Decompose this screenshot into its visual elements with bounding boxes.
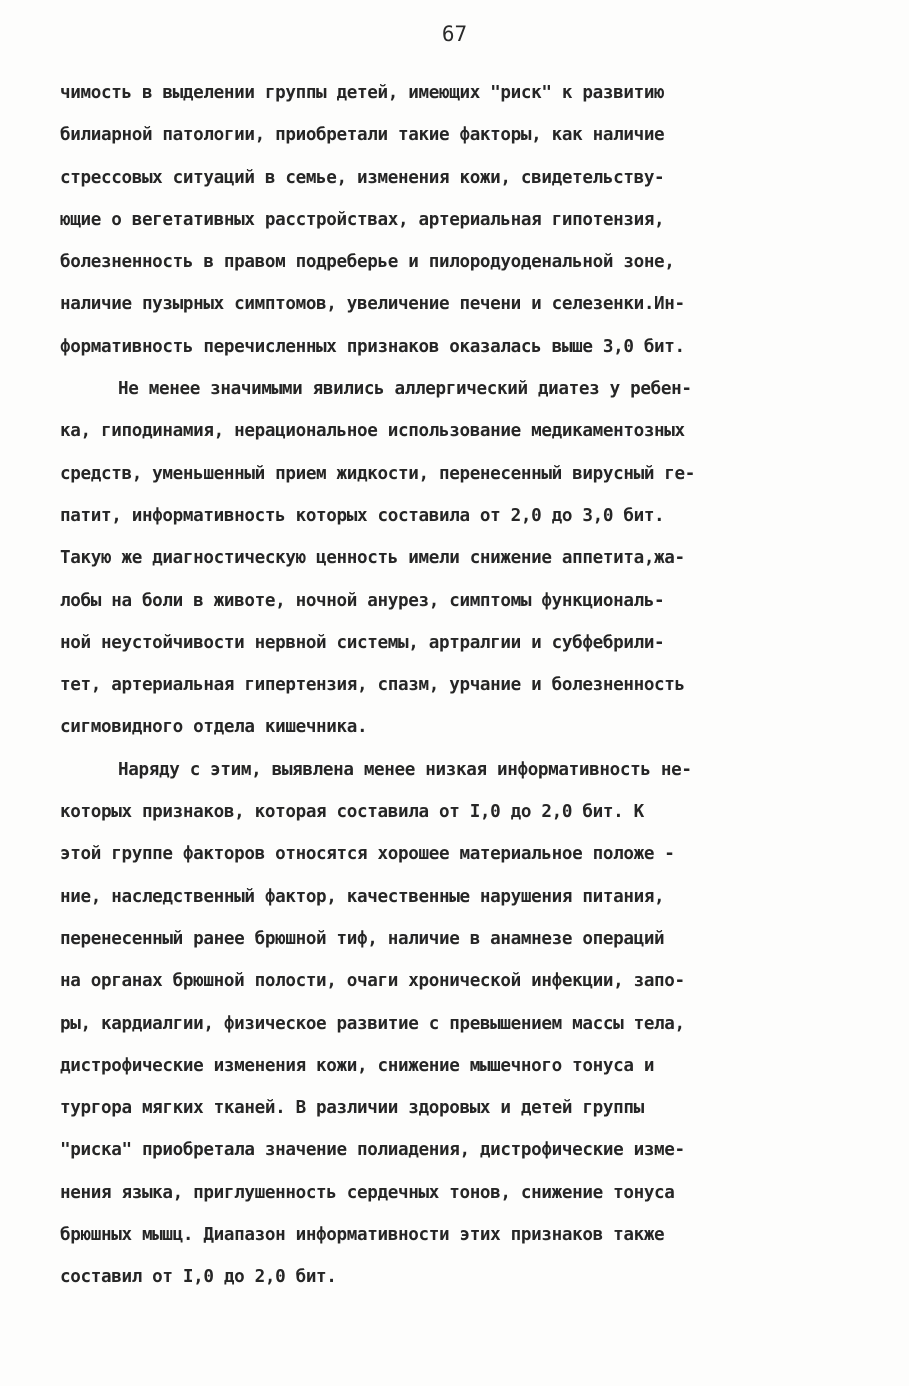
text-line: Наряду с этим, выявлена менее низкая информативность не- — [118, 759, 692, 780]
text-line: наличие пузырных симптомов, увеличение печени и селезенки.Ин- — [60, 294, 685, 315]
text-line: тет, артериальная гипертензия, спазм, урчание и болезненность — [60, 675, 685, 696]
paragraph — [60, 72, 850, 368]
text-line: Такую же диагностическую ценность имели снижение аппетита,жа- — [60, 548, 685, 569]
text-line: ной неустойчивости нервной системы, артралгии и субфебрили- — [60, 632, 665, 653]
text-line: тургора мягких тканей. В различии здоровых и детей группы — [60, 1098, 644, 1119]
text-line: составил от I,0 до 2,0 бит. — [60, 1267, 337, 1288]
text-line: Не менее значимыми явились аллергический диатез у ребен- — [118, 379, 692, 400]
text-line: патит, информативность которых составила от 2,0 до 3,0 бит. — [60, 505, 665, 526]
paragraph — [60, 368, 850, 749]
text-line: лобы на боли в животе, ночной анурез, симптомы функциональ- — [60, 590, 665, 611]
text-line: ние, наследственный фактор, качественные нарушения питания, — [60, 886, 665, 907]
text-line: чимость в выделении группы детей, имеющих "риск" к развитию — [60, 83, 665, 103]
text-line: сигмовидного отдела кишечника. — [60, 717, 368, 738]
text-line: перенесенный ранее брюшной тиф, наличие в анамнезе операций — [60, 928, 665, 949]
text-line: брюшных мышц. Диапазон информативности этих признаков также — [60, 1225, 665, 1246]
text-line: этой группе факторов относятся хорошее материальное положе - — [60, 844, 675, 865]
text-line: которых признаков, которая составила от I,0 до 2,0 бит. К — [60, 802, 644, 823]
text-line: "риска" приобретала значение полиадения, дистрофические изме- — [60, 1140, 685, 1161]
text-line: формативность перечисленных признаков оказалась выше 3,0 бит. — [60, 336, 685, 357]
text-line: средств, уменьшенный прием жидкости, перенесенный вирусный ге- — [60, 463, 696, 484]
paragraph — [60, 749, 850, 1299]
text-line: нения языка, приглушенность сердечных тонов, снижение тонуса — [60, 1182, 675, 1203]
text-line: болезненность в правом подреберье и пилородуоденальной зоне, — [60, 252, 675, 273]
text-body — [60, 72, 850, 1299]
text-line: на органах брюшной полости, очаги хронической инфекции, запо- — [60, 971, 685, 992]
text-line: ка, гиподинамия, нерациональное использование медикаментозных — [60, 421, 685, 442]
text-line: ры, кардиалгии, физическое развитие с превышением массы тела, — [60, 1013, 685, 1034]
text-line: стрессовых ситуаций в семье, изменения кожи, свидетельству- — [60, 167, 665, 188]
text-line: ющие о вегетативных расстройствах, артериальная гипотензия, — [60, 209, 665, 230]
text-line: билиарной патологии, приобретали такие факторы, как наличие — [60, 125, 665, 146]
page-number: 67 — [441, 22, 468, 46]
text-line: дистрофические изменения кожи, снижение мышечного тонуса и — [60, 1055, 655, 1076]
